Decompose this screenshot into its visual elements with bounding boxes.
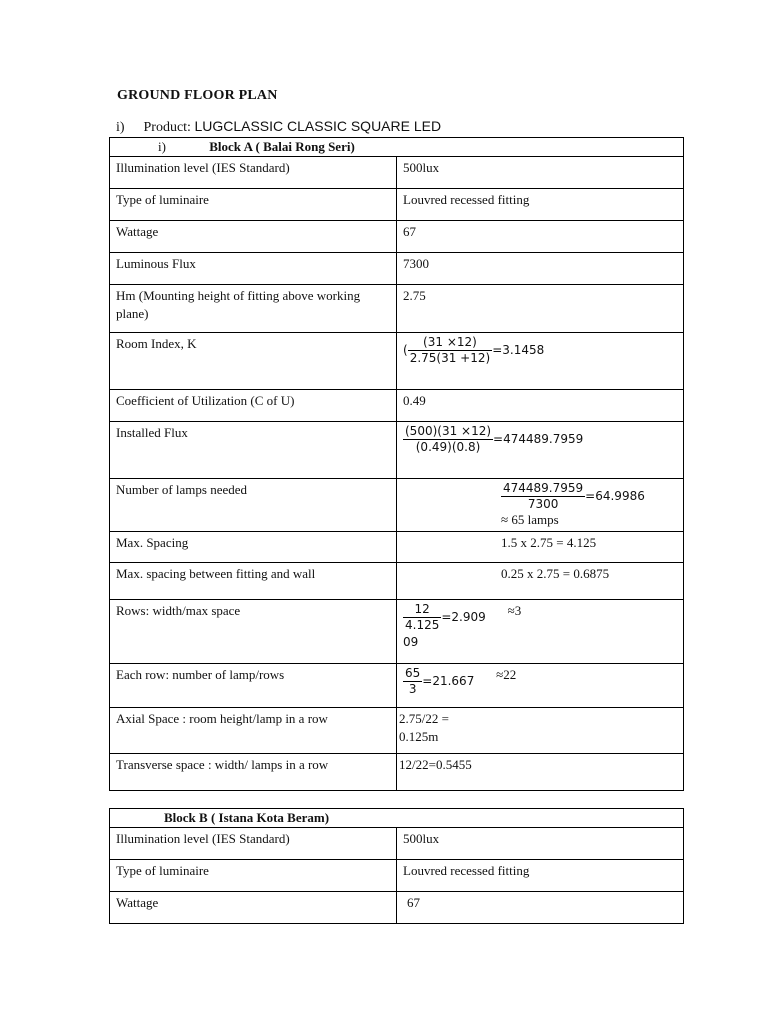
row-value: 500lux [397,157,684,189]
formula-result: =2.909 [441,610,486,624]
table-row [110,860,684,892]
table-row [110,563,684,600]
row-label: Type of luminaire [110,189,397,221]
table-row [110,189,684,221]
row-label: Installed Flux [110,422,397,479]
formula-result: =3.1458 [492,343,545,357]
rows-extra: 09 [403,635,419,649]
row-value: 67 [397,892,684,924]
row-label: Wattage [110,892,397,924]
block-b-header: Block B ( Istana Kota Beram) [110,809,684,828]
row-value: 2.75 [397,285,684,333]
denominator: 7300 [527,497,559,511]
row-label: Axial Space : room height/lamp in a row [110,708,397,754]
block-b-table [109,808,684,924]
row-value: Louvred recessed fitting [397,189,684,221]
row-label: Luminous Flux [110,253,397,285]
formula-result: =64.9986 [585,489,645,503]
table-row [110,664,684,708]
room-index-formula [397,333,684,390]
row-label: Rows: width/max space [110,600,397,664]
fraction [403,666,422,697]
page-title: GROUND FLOOR PLAN [117,88,278,103]
row-value: 0.49 [397,390,684,422]
denominator: 3 [408,682,417,696]
axial-value: 2.75/22 = 0.125m [399,711,449,744]
table-row [110,285,684,333]
rows-formula [397,600,684,664]
table-row [110,828,684,860]
table-row [110,390,684,422]
row-label: Type of luminaire [110,860,397,892]
fraction [408,335,493,366]
lamps-formula [397,479,684,532]
row-value: 67 [397,221,684,253]
row-value: 12/22=0.5455 [397,754,684,791]
row-label: Illumination level (IES Standard) [110,828,397,860]
numerator: 65 [405,666,421,680]
row-label: Room Index, K [110,333,397,390]
rows-approx: ≈3 [507,603,522,618]
table-row [110,754,684,791]
table-row [110,532,684,563]
table-row [110,892,684,924]
table-row [110,253,684,285]
table-row [110,221,684,253]
table-row [110,708,684,754]
table-row [110,157,684,189]
block-a-header-number: i) [158,139,166,154]
numerator: 12 [403,602,441,618]
row-label: Coefficient of Utilization (C of U) [110,390,397,422]
product-line [116,118,441,136]
installed-flux-formula [397,422,684,479]
row-label: Each row: number of lamp/rows [110,664,397,708]
fraction [501,481,585,512]
row-value: 7300 [397,253,684,285]
row-label: Hm (Mounting height of fitting above working plane) [110,285,397,333]
row-label: Max. Spacing [110,532,397,563]
product-number: i) [116,120,125,135]
each-row-formula [397,664,684,708]
denominator: 2.75(31 +12) [409,351,491,365]
table-row [110,600,684,664]
formula-result: =21.667 [422,674,475,688]
row-value [397,708,684,754]
block-a-header-row [110,138,684,157]
formula-result: =474489.7959 [493,432,584,446]
each-row-approx: ≈22 [496,667,517,682]
product-name: LUGCLASSIC CLASSIC SQUARE LED [194,118,442,134]
row-value: 1.5 x 2.75 = 4.125 [397,532,684,563]
lamps-approx: ≈ 65 lamps [501,512,559,527]
formula-prefix: ( [403,343,408,357]
numerator: (31 ×12) [408,335,493,351]
product-label: Product: [143,120,191,135]
denominator: (0.49)(0.8) [415,440,481,454]
table-row [110,422,684,479]
numerator: (500)(31 ×12) [405,424,492,438]
numerator: 474489.7959 [503,481,584,495]
row-value: 0.25 x 2.75 = 0.6875 [397,563,684,600]
row-label: Number of lamps needed [110,479,397,532]
row-label: Wattage [110,221,397,253]
fraction [403,602,441,633]
row-label: Transverse space : width/ lamps in a row [110,754,397,791]
denominator: 4.125 [405,618,440,632]
block-a-table [109,137,684,791]
row-value: Louvred recessed fitting [397,860,684,892]
fraction [403,424,493,455]
row-label: Illumination level (IES Standard) [110,157,397,189]
block-a-header: Block A ( Balai Rong Seri) [209,139,355,154]
row-value: 500lux [397,828,684,860]
table-row [110,479,684,532]
block-b-header-row [110,809,684,828]
table-row [110,333,684,390]
row-label: Max. spacing between fitting and wall [110,563,397,600]
